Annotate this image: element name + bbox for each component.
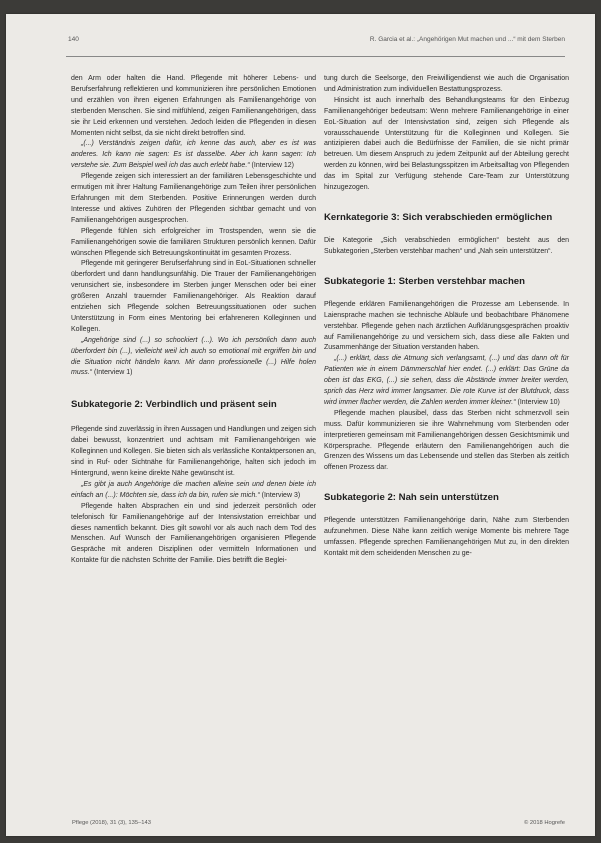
quote-citation: (Interview 10): [517, 398, 560, 406]
interview-quote: [71, 139, 316, 172]
paragraph: den Arm oder halten die Hand. Pflegende mit höherer Lebens- und Berufserfahrung reflektieren und kommunizieren ihre persönlichen Emotionen und erzählen von ihren eigenen Erfahrungen als Familienangehörige von sterbenden Menschen. Sie sind mitfühlend, zeigen Familienangehörigen, dass sie ihr Leid erkennen und verstehen. Jedoch leiden die Pflegenden in diesen Momenten nicht selbst, da sie nicht direkt betroffen sind.: [71, 75, 316, 137]
paragraph: Pflegende unterstützen Familienangehörige darin, Nähe zum Sterbenden aufzunehmen. Diese Nähe kann zeitlich wenige Momente bis mehrere Tage umfassen. Pflegende sprechen Familienangehörigen Mut zu, in den direkten Kontakt mit dem scheidenden Menschen zu ge-: [324, 517, 569, 557]
section-heading: Subkategorie 2: Verbindlich und präsent sein: [71, 399, 277, 411]
right-column: [324, 74, 569, 560]
left-column: [71, 74, 316, 567]
page-footer: [6, 820, 595, 830]
paragraph: Pflegende sind zuverlässig in ihren Aussagen und Handlungen und zeigen sich dabei bewusst, konzentriert und achtsam mit Familienangehörigen wie Kolleginnen und Kollegen. Sie bieten sich als verlässliche Kontaktpersonen an, sind in Ruf- oder Sichtnähe für Familienangehörige, halten sich jedoch im Hintergrund, wenn keine direkte Nähe gewünscht ist.: [71, 426, 316, 477]
quote-citation: (Interview 1): [93, 369, 133, 377]
paragraph: Hinsicht ist auch innerhalb des Behandlungsteams für den Einbezug Familienangehöriger bedeutsam: Wenn mehrere Familienangehörige in einer EoL-Situation auf der Intensivstation sind, zeigen sich Pflegende als vorausschauende Unterstützung für die Kolleginnen und Kollegen. Sie antizipieren dabei auch die Bedürfnisse der Familien, die sie nicht primär betreuen. Um diesem Anspruch zu jedem Zeitpunkt auf der Abteilung gerecht werden zu können, wird bei Belastungsspitzen im Arbeitsalltag von Pflegenden das im Spital zur Verfügung stehende Care-Team zur Unterstützung hinzugezogen.: [324, 96, 569, 192]
section-heading: Kernkategorie 3: Sich verabschieden ermöglichen: [324, 211, 553, 223]
paragraph: Pflegende halten Absprachen ein und sind jederzeit persönlich oder telefonisch für Familienangehörige auf der Intensivstation erreichbar und dieses namentlich bekannt. Dies gilt sowohl vor als auch nach dem Tod des Menschen. Auf Wunsch der Familienangehörigen organisieren Pflegende Gespräche mit anderen Disziplinen oder vermitteln Informationen und Kontakte für die nächsten Schritte der Familie. Dies betrifft die Beglei-: [71, 502, 316, 565]
page-header: [6, 36, 595, 48]
interview-quote: [71, 480, 316, 502]
quote-citation: (Interview 12): [251, 162, 294, 170]
quote-text: „Angehörige sind (...) so schockiert (...). Wo ich persönlich dann auch überfordert bin (...), vielleicht weil ich auch so emotional mit ergriffen bin und die Situation nicht händeln kann. Mir dann professionelle (...) Hilfe holen muss.“: [71, 336, 316, 377]
document-page: [6, 14, 595, 836]
publisher-copyright: © 2018 Hogrefe: [523, 820, 565, 826]
page-number: 140: [68, 36, 79, 43]
header-rule: [66, 56, 565, 57]
journal-citation: Pflege (2018), 31 (3), 135–143: [72, 820, 151, 826]
paragraph: Die Kategorie „Sich verabschieden ermöglichen“ besteht aus den Subkategorien „Sterben verstehbar machen“ und „Nah sein unterstützen“.: [324, 236, 569, 255]
running-title: R. Garcia et al.: „Angehörigen Mut machen und ...“ mit dem Sterben: [369, 36, 565, 43]
paragraph: Pflegende erklären Familienangehörigen die Prozesse am Lebensende. In Laiensprache machen sie technische Abläufe und beobachtbare Phänomene verstehbar. Pflegende gehen nach ärztlichen Aufklärungsgesprächen proaktiv auf Familienangehörige zu und versichern sich, dass diese alle Fakten und Zusammenhänge der Situation verstanden haben.: [324, 300, 569, 352]
section-heading: Subkategorie 2: Nah sein unterstützen: [324, 492, 499, 504]
paragraph: Pflegende machen plausibel, dass das Sterben nicht schmerzvoll sein muss. Dafür kommunizieren sie ihre Wahrnehmung vom Sterbenden oder interpretieren gemeinsam mit Familienangehörigen dessen Gesichtsmimik und Körpersprache. Pflegende erläutern den Familienangehörigen auch die Grenzen des Wissens um das Lebensende und stellen das Sterben als zeitlich offenen Prozess dar.: [324, 409, 569, 472]
paragraph: Pflegende zeigen sich interessiert an der familiären Lebensgeschichte und ermutigen mit ihrer Haltung Familienangehörige zum Teilen ihrer persönlichen Erfahrungen mit dem Sterbenden. Positive Erinnerungen werden durch Interesse und aktives Zuhören der Pflegenden sichtbar gemacht und von Familienangehörigen ausgesprochen.: [71, 173, 316, 224]
paragraph: Pflegende mit geringerer Berufserfahrung sind in EoL-Situationen schneller überfordert und dann handlungsunfähig. Die Trauer der Familienangehörigen verunsichert sie, insbesondere im Sterben junger Menschen oder bei einer größeren Anzahl trauernder Familienangehöriger. Als Reaktion darauf entziehen sich Pflegende solchen Betreuungssituationen oder suchen Unterstützung in Form eines Mentoring bei erfahreneren Kolleginnen und Kollegen.: [71, 260, 316, 333]
interview-quote: [71, 336, 316, 380]
paragraph: tung durch die Seelsorge, den Freiwilligendienst wie auch die Organisation und Administration zum individuellen Bestattungsprozess.: [324, 75, 569, 93]
paragraph: Pflegende fühlen sich erfolgreicher im Trostspenden, wenn sie die Familienangehörigen sowie die familiären Strukturen persönlich kennen. Dafür wünschen Pflegende sich Betreuungskontinuität im gesamten Prozess.: [71, 227, 316, 257]
interview-quote: [324, 354, 569, 409]
quote-text: „(...) Verständnis zeigen dafür, ich kenne das auch, aber es ist was anderes. Ich kann nie sagen: Es ist dasselbe. Aber ich kann sagen: Ich verstehe sie. Zum Beispiel weil ich das auch erlebt habe.“: [71, 140, 316, 170]
quote-citation: (Interview 3): [261, 491, 301, 499]
section-heading: Subkategorie 1: Sterben verstehbar machen: [324, 275, 526, 287]
quote-text: „Es gibt ja auch Angehörige die machen alleine sein und denen biete ich einfach an (...): Möchten sie, dass ich da bin, rufen sie mich.“: [71, 480, 316, 499]
quote-text: „(...) erklärt, dass die Atmung sich verlangsamt, (...) und das dann oft für Patienten wie in einem Dämmerschlaf hier endet. (...) erklärt: Das Grüne da oben ist das EKG, (...) sie sehen, dass die Abstände immer breiter werden, sprich das Herz wird immer langsamer. Die rote Kurve ist der Blutdruck, dass wird immer flacher werden, die Zahlen werden immer kleiner.“: [324, 355, 569, 406]
